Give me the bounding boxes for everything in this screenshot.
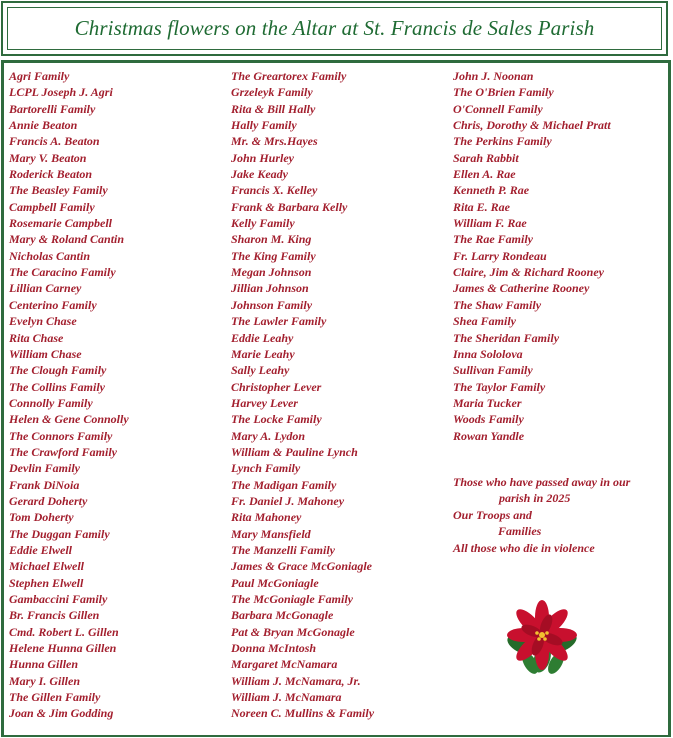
name-entry: Gambaccini Family — [9, 592, 108, 606]
name-entry: Rita & Bill Hally — [231, 101, 316, 116]
name-entry: Jillian Johnson — [231, 281, 309, 296]
name-entry: Cmd. Robert L. Gillen — [9, 624, 119, 639]
name-entry: Fr. Larry Rondeau — [453, 248, 547, 263]
name-entry: The Connors Family — [9, 428, 113, 443]
name-entry: The Sheridan Family — [453, 330, 560, 345]
name-entry: Roderick Beaton — [9, 167, 92, 182]
name-entry: Devlin Family — [9, 461, 80, 476]
name-entry: Connolly Family — [9, 395, 93, 410]
name-entry: Harvey Lever — [231, 395, 298, 410]
name-entry: Johnson Family — [231, 297, 313, 312]
name-entry: Eddie Leahy — [231, 330, 294, 345]
name-entry: Maria Tucker — [453, 395, 522, 410]
name-entry: Francis X. Kelley — [231, 183, 318, 198]
name-entry: Mr. & Mrs.Hayes — [231, 134, 318, 149]
name-entry: William Chase — [9, 346, 82, 361]
name-entry: Frank DiNoia — [9, 477, 80, 492]
troops-note — [453, 507, 541, 540]
name-entry: Shea Family — [453, 314, 517, 329]
name-entry: Centerino Family — [9, 297, 97, 312]
violence-note — [453, 540, 595, 556]
name-entry: Jake Keady — [231, 167, 288, 182]
name-entry: Megan Johnson — [231, 265, 312, 280]
name-entry: Mary & Roland Cantin — [9, 232, 125, 247]
name-entry: The Collins Family — [9, 379, 106, 394]
name-entry: Tom Doherty — [9, 510, 74, 525]
poinsettia-icon — [502, 597, 582, 677]
name-entry: The Lawler Family — [231, 314, 327, 329]
name-entry: The Clough Family — [9, 363, 107, 378]
header-box — [1, 1, 668, 56]
name-entry: Woods Family — [453, 412, 524, 427]
name-entry: Annie Beaton — [9, 118, 78, 133]
name-entry: William F. Rae — [453, 216, 527, 231]
name-entry: Rowan Yandle — [453, 428, 525, 443]
name-entry: Lillian Carney — [9, 281, 82, 296]
names-column-1 — [9, 68, 129, 722]
name-entry: The Shaw Family — [453, 297, 542, 312]
name-entry: Rita Mahoney — [231, 510, 302, 525]
name-entry: Rita Chase — [9, 330, 64, 345]
name-entry: Christopher Lever — [231, 379, 322, 394]
name-entry: Bartorelli Family — [9, 101, 96, 116]
page-title: Christmas flowers on the Altar at St. Francis de Sales Parish — [74, 16, 595, 40]
name-entry: Helen & Gene Connolly — [9, 412, 129, 427]
passed-away-line-1: Those who have passed away in our — [453, 475, 631, 489]
name-entry: The Duggan Family — [9, 526, 110, 541]
name-entry: William & Pauline Lynch — [231, 444, 358, 459]
name-entry: The Locke Family — [231, 412, 322, 427]
names-column-3 — [453, 68, 611, 444]
violence-line: All those who die in violence — [453, 541, 595, 555]
name-entry: Hunna Gillen — [9, 657, 79, 672]
name-entry: LCPL Joseph J. Agri — [9, 85, 113, 100]
troops-line-2: Families — [498, 524, 542, 539]
name-entry: Marie Leahy — [231, 346, 295, 361]
name-entry: The Rae Family — [453, 232, 533, 247]
name-entry: John Hurley — [231, 150, 295, 165]
name-entry: James & Catherine Rooney — [453, 281, 590, 296]
name-entry: Kelly Family — [231, 216, 295, 231]
name-entry: Donna McIntosh — [231, 641, 317, 656]
name-entry: Helene Hunna Gillen — [9, 641, 117, 656]
name-entry: O'Connell Family — [453, 101, 543, 116]
name-entry: Mary A. Lydon — [231, 428, 306, 443]
name-entry: Br. Francis Gillen — [9, 608, 100, 623]
name-entry: Michael Elwell — [9, 559, 84, 574]
name-entry: Agri Family — [9, 69, 70, 83]
name-entry: Margaret McNamara — [231, 657, 338, 672]
name-entry: Noreen C. Mullins & Family — [231, 706, 375, 721]
name-entry: Nicholas Cantin — [9, 248, 91, 263]
name-entry: Paul McGoniagle — [231, 575, 319, 590]
name-entry: John J. Noonan — [453, 69, 534, 83]
troops-line-1: Our Troops and — [453, 508, 532, 522]
name-entry: Mary Mansfield — [231, 526, 311, 541]
name-entry: Barbara McGonagle — [231, 608, 334, 623]
name-entry: Frank & Barbara Kelly — [231, 199, 348, 214]
name-entry: Sarah Rabbit — [453, 150, 519, 165]
name-entry: Fr. Daniel J. Mahoney — [231, 493, 345, 508]
name-entry: Gerard Doherty — [9, 493, 88, 508]
name-entry: Rosemarie Campbell — [9, 216, 112, 231]
name-entry: The Beasley Family — [9, 183, 108, 198]
name-entry: Rita E. Rae — [453, 199, 511, 214]
name-entry: The Manzelli Family — [231, 542, 336, 557]
name-entry: Pat & Bryan McGonagle — [231, 624, 355, 639]
name-entry: Mary V. Beaton — [9, 150, 87, 165]
name-entry: The King Family — [231, 248, 316, 263]
name-entry: William J. McNamara, Jr. — [231, 673, 361, 688]
name-entry: James & Grace McGoniagle — [231, 559, 372, 574]
name-entry: The McGoniagle Family — [231, 592, 353, 606]
name-entry: The Crawford Family — [9, 444, 118, 459]
name-entry: The Caracino Family — [9, 265, 116, 280]
name-entry: Hally Family — [231, 118, 297, 133]
name-entry: Joan & Jim Godding — [9, 706, 114, 721]
name-entry: The O'Brien Family — [453, 85, 554, 100]
name-entry: Sullivan Family — [453, 363, 533, 378]
name-entry: Sally Leahy — [231, 363, 290, 378]
name-entry: Kenneth P. Rae — [453, 183, 530, 198]
name-entry: Campbell Family — [9, 199, 95, 214]
name-entry: The Gillen Family — [9, 690, 101, 705]
name-entry: Evelyn Chase — [9, 314, 77, 329]
name-entry: Mary I. Gillen — [9, 673, 81, 688]
name-entry: Francis A. Beaton — [9, 134, 100, 149]
name-entry: The Madigan Family — [231, 477, 337, 492]
name-entry: The Perkins Family — [453, 134, 552, 149]
names-box — [1, 60, 671, 737]
name-entry: Chris, Dorothy & Michael Pratt — [453, 118, 611, 133]
name-entry: William J. McNamara — [231, 690, 342, 705]
passed-away-line-2: parish in 2025 — [499, 491, 571, 506]
name-entry: The Taylor Family — [453, 379, 546, 394]
name-entry: Sharon M. King — [231, 232, 312, 247]
name-entry: Stephen Elwell — [9, 575, 84, 590]
name-entry: Eddie Elwell — [9, 542, 72, 557]
name-entry: Grzeleyk Family — [231, 85, 313, 100]
name-entry: The Greartorex Family — [231, 69, 347, 83]
name-entry: Inna Sololova — [453, 346, 523, 361]
name-entry: Claire, Jim & Richard Rooney — [453, 265, 605, 280]
name-entry: Lynch Family — [231, 461, 301, 476]
passed-away-note — [453, 474, 630, 507]
names-column-2 — [231, 68, 374, 722]
name-entry: Ellen A. Rae — [453, 167, 516, 182]
